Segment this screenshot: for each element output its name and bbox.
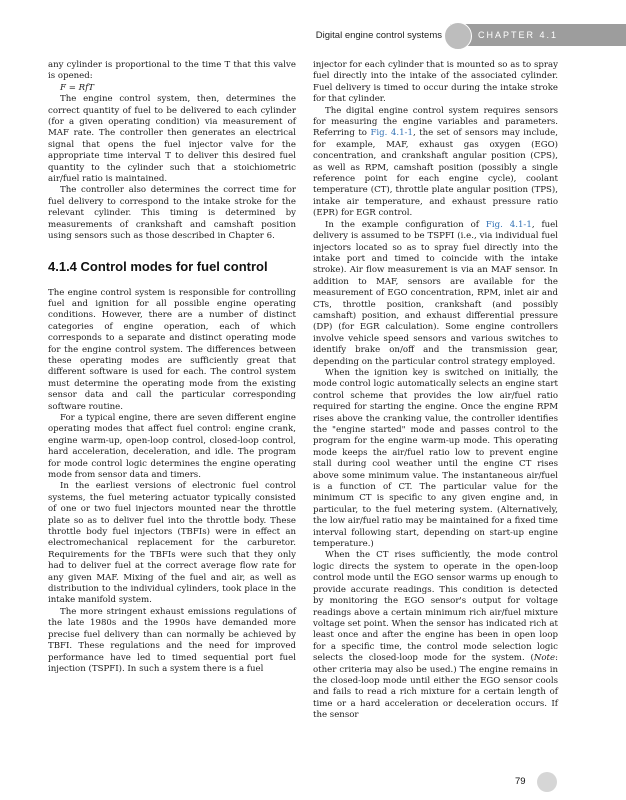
paragraph: The engine control system, then, determines the correct quantity of fuel to be delivered to each cylinder (for a given operating condition) via measurement of MAF rate. The controller then generates an electrical signal that opens the fuel injector valve for the appropriate time interval T to deliver this desired fuel quantity to the cylinder such that a stoichiometric air/fuel ratio is maintained. [48, 94, 296, 185]
left-column [48, 60, 296, 675]
text-run: In the example configuration of [325, 219, 486, 230]
paragraph [313, 220, 558, 368]
text-run: , the set of sensors may include, for example, MAF, exhaust gas oxygen (EGO) concentration, and crankshaft angular position (CPS), as well as RPM, camshaft position (possibly a single reference point for each engine cycle), coolant temperature (CT), throttle plate angular position (TPS), intake air temperature, and exhaust pressure ratio (EPR) for EGR control. [313, 128, 558, 219]
paragraph: For a typical engine, there are seven different engine operating modes that affect fuel control: engine crank, engine warm-up, open-loop control, closed-loop control, hard acceleration, deceleration, and idle. The program for mode control logic determines the engine operating mode from sensor data and timers. [48, 412, 296, 480]
page-number: 79 [515, 776, 526, 787]
chapter-tab: CHAPTER 4.1 [450, 24, 626, 46]
paragraph: injector for each cylinder that is mounted so as to spray fuel directly into the intake of the associated cylinder. Fuel delivery is timed to occur during the intake stroke for that cylinder. [313, 60, 558, 105]
page-number-badge [515, 772, 575, 794]
figure-link[interactable]: Fig. 4.1-1 [485, 219, 532, 230]
page-number-circle [537, 772, 557, 792]
paragraph: The engine control system is responsible for controlling fuel and ignition for all possible engine operating conditions. However, there are a number of distinct categories of engine operation, each of which corresponds to a separate and distinct operating mode for the engine control system. The differences between these operating modes are sufficiently great that different software is used for each. The control system must determine the operating mode from the existing sensor data and call the particular corresponding software routine. [48, 287, 296, 412]
text-run: , fuel delivery is assumed to be TSPFI (i.e., via individual fuel injectors located so as to spray fuel directly into the intake port and timed to coincide with the intake stroke). Air flow measurement is via an MAF sensor. In addition to MAF, sensors are available for the measurement of EGO concentration, RPM, inlet air and CTs, throttle position, crankshaft (and possibly camshaft) position, and exhaust differential pressure (DP) (for EGR calculation). Some engine controllers involve vehicle speed sensors and various switches to identify brake on/off and the transmission gear, depending on the particular control strategy employed. [313, 219, 559, 367]
right-column [313, 60, 558, 722]
paragraph [313, 106, 558, 220]
running-header [316, 24, 626, 46]
text-run: When the CT rises sufficiently, the mode control logic directs the system to operate in the open-loop control mode until the EGO sensor warms up enough to provide accurate readings. This condition is detected by monitoring the EGO sensor's output for voltage readings above a certain minimum rich air/fuel mixture voltage set point. When the sensor has indicated rich at least once and after the engine has been in open loop for a specific time, the control mode selection logic selects the closed-loop mode for the system. ( [313, 550, 558, 664]
paragraph: The more stringent exhaust emissions regulations of the late 1980s and the 1990s have demanded more precise fuel delivery than can normally be achieved by TBFI. These regulations and the need for improved performance have led to timed sequential port fuel injection (TSPFI). In such a system there is a fuel [48, 606, 296, 674]
paragraph [313, 550, 558, 721]
equation: F = RfT [60, 82, 95, 93]
text-run: : other criteria may also be used.) The engine remains in the closed-loop mode until either the EGO sensor cools and fails to read a rich mixture for a certain length of time or a hard acceleration or deceleration occurs. If the sensor [313, 653, 558, 721]
note-label: Note [533, 653, 556, 664]
paragraph: In the earliest versions of electronic fuel control systems, the fuel metering actuator typically consisted of one or two fuel injectors mounted near the throttle plate so as to deliver fuel into the throttle body. These throttle body fuel injectors (TBFIs) were in effect an electromechanical replacement for the carburetor. Requirements for the TBFIs were such that they only had to deliver fuel at the correct average flow rate for any given MAF. Mixing of the fuel and air, as well as distribution to the individual cylinders, took place in the intake manifold system. [48, 481, 296, 606]
text-run: The digital engine control system requires sensors for measuring the engine variables and parameters. Referring to [313, 105, 558, 139]
figure-link[interactable]: Fig. 4.1-1 [370, 128, 413, 139]
paragraph: The controller also determines the correct time for fuel delivery to correspond to the intake stroke for the relevant cylinder. This timing is determined by measurements of crankshaft and camshaft position using sensors such as those described in Chapter 6. [48, 185, 296, 242]
paragraph: any cylinder is proportional to the time T that this valve is opened: [48, 60, 296, 82]
paragraph: When the ignition key is switched on initially, the mode control logic automatically selects an engine start control scheme that provides the low air/fuel ratio required for starting the engine. Once the engine RPM rises above the cranking value, the controller identifies the "engine started" mode and passes control to the program for the engine warm-up mode. This operating mode keeps the air/fuel ratio low to prevent engine stall during cool weather until the engine CT rises above some minimum value. The instantaneous air/fuel is a function of CT. The particular value for the minimum CT is specific to any given engine and, in particular, to the fuel metering system. (Alternatively, the low air/fuel ratio may be maintained for a fixed time interval following start, depending on start-up engine temperature.) [313, 367, 558, 550]
section-heading: 4.1.4 Control modes for fuel control [48, 258, 268, 274]
running-title: Digital engine control systems [315, 29, 442, 41]
